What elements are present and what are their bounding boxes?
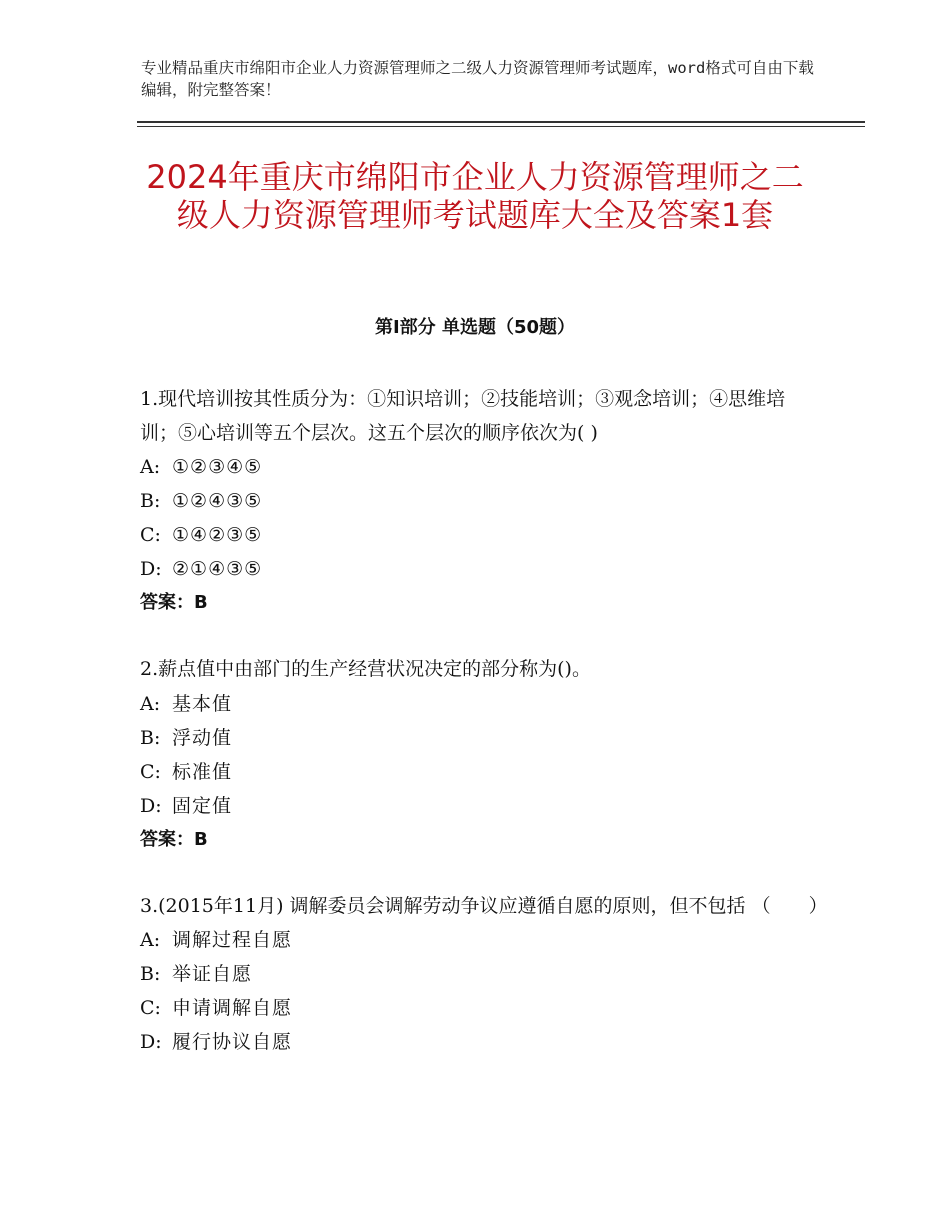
option-text: 调解过程自愿 <box>172 929 293 951</box>
option-letter: B: <box>140 490 161 512</box>
option-letter: C: <box>140 760 161 783</box>
question-list <box>140 383 828 1092</box>
question-stem: 3.(2015年11月) 调解委员会调解劳动争议应遵循自愿的原则，但不包括 （ ） <box>140 894 828 917</box>
option-d <box>140 789 820 823</box>
answer-line: 答案：B <box>140 592 208 613</box>
option-letter: C: <box>140 997 161 1019</box>
option-letter: B: <box>140 963 161 985</box>
option-c <box>140 755 820 789</box>
option-a <box>140 923 820 957</box>
option-letter: D: <box>140 1031 162 1053</box>
option-letter: A: <box>140 929 161 951</box>
option-letter: D: <box>140 558 162 580</box>
option-text: 标准值 <box>172 760 233 783</box>
part-heading: 第Ⅰ部分 单选题（50题） <box>374 317 575 338</box>
option-letter: B: <box>140 726 161 749</box>
option-letter: D: <box>140 794 162 817</box>
option-a <box>140 687 820 721</box>
question-stem: 2.薪点值中由部门的生产经营状况决定的部分称为()。 <box>140 658 591 680</box>
option-letter: A: <box>140 692 161 715</box>
option-d <box>140 552 820 586</box>
option-text: ①④②③⑤ <box>172 524 263 546</box>
answer-line: 答案：B <box>140 828 208 850</box>
option-b <box>140 484 820 518</box>
option-c <box>140 991 820 1025</box>
question-3 <box>140 890 828 1060</box>
option-text: ①②④③⑤ <box>172 490 263 512</box>
option-letter: C: <box>140 524 161 546</box>
question-1 <box>140 383 820 620</box>
option-text: ①②③④⑤ <box>172 456 263 478</box>
option-letter: A: <box>140 456 161 478</box>
document-title: 2024年重庆市绵阳市企业人力资源管理师之二级人力资源管理师考试题库大全及答案1套 <box>146 158 804 234</box>
option-text: 履行协议自愿 <box>172 1031 293 1053</box>
option-b <box>140 721 820 755</box>
option-c <box>140 518 820 552</box>
option-text: 固定值 <box>172 794 233 817</box>
option-a <box>140 450 820 484</box>
option-text: 举证自愿 <box>172 963 253 985</box>
question-stem: 1.现代培训按其性质分为：①知识培训；②技能培训；③观念培训；④思维培训；⑤心培训等五个层次。这五个层次的顺序依次为( ) <box>140 388 786 444</box>
option-text: 基本值 <box>172 692 233 715</box>
option-text: ②①④③⑤ <box>172 558 263 580</box>
option-text: 申请调解自愿 <box>172 997 293 1019</box>
header-note: 专业精品重庆市绵阳市企业人力资源管理师之二级人力资源管理师考试题库，word格式可自由下载编辑，附完整答案！ <box>141 59 814 99</box>
option-b <box>140 957 820 991</box>
question-2 <box>140 653 820 857</box>
option-text: 浮动值 <box>172 726 233 749</box>
option-d <box>140 1025 820 1059</box>
header-rule-thin <box>137 126 865 127</box>
header-rule-thick <box>137 121 865 123</box>
